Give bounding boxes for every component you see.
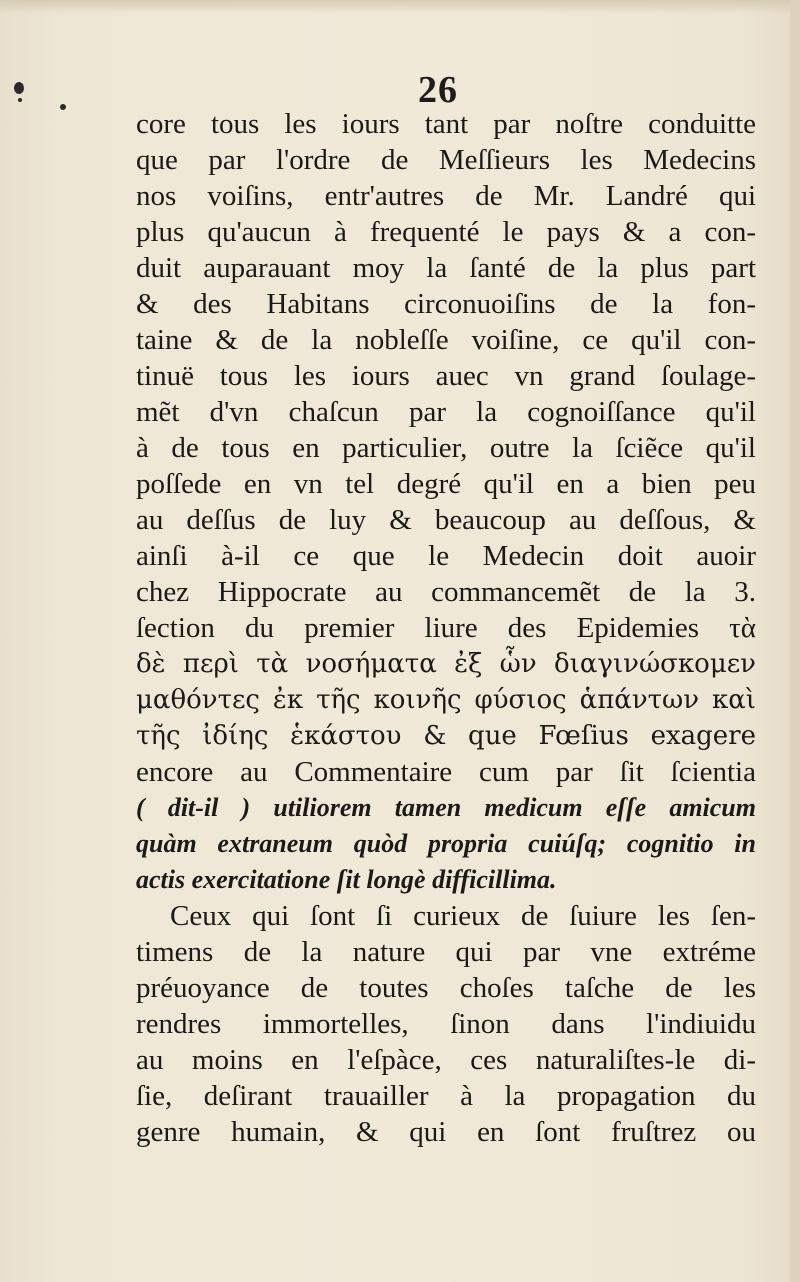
text-line: ſie, deſirant trauailler à la propagation du	[136, 1080, 756, 1112]
text-line: que par l'ordre de Meſſieurs les Medecins	[136, 144, 756, 176]
text-line: plus qu'aucun à frequenté le pays & a con-	[136, 216, 756, 248]
greek-text-line: δὲ περὶ τὰ νοσήματα ἐξ ὧν διαγινώσκομεν	[136, 649, 756, 679]
text-line: ſection du premier liure des Epidemies τὰ	[136, 612, 756, 644]
text-line: poſſede en vn tel degré qu'il en a bien peu	[136, 468, 756, 500]
text-line: au deſſus de luy & beaucoup au deſſous, &	[136, 504, 756, 536]
page-top-shadow	[0, 0, 800, 14]
text-line: & des Habitans circonuoiſins de la fon-	[136, 288, 756, 320]
latin-text-line: actis exercitatione ſit longè difficillima.	[136, 865, 557, 894]
text-line: timens de la nature qui par vne extréme	[136, 936, 756, 968]
text-line: ainſi à-il ce que le Medecin doit auoir	[136, 540, 756, 572]
text-line: nos voiſins, entr'autres de Mr. Landré qui	[136, 180, 756, 212]
page-right-edge	[790, 0, 800, 1282]
text-line: mẽt d'vn chaſcun par la cognoiſſance qu'il	[136, 396, 756, 428]
greek-text-line: μαθόντες ἐκ τῆς κοινῆς φύσιος ἁπάντων καὶ	[136, 685, 756, 715]
text-line: rendres immortelles, ſinon dans l'indiuidu	[136, 1008, 756, 1040]
ink-speck	[60, 104, 66, 110]
paragraph-first-line: Ceux qui ſont ſi curieux de ſuiure les ſen-	[170, 900, 756, 932]
text-line: à de tous en particulier, outre la ſciẽce qu'il	[136, 432, 756, 464]
text-line: duit auparauant moy la ſanté de la plus part	[136, 252, 756, 284]
text-line: préuoyance de toutes choſes taſche de les	[136, 972, 756, 1004]
ink-speck	[14, 82, 24, 94]
text-line: tinuë tous les iours auec vn grand ſoulage-	[136, 360, 756, 392]
text-line: genre humain, & qui en ſont fruſtrez ou	[136, 1116, 756, 1148]
page-number: 26	[418, 69, 458, 111]
text-line: taine & de la nobleſſe voiſine, ce qu'il con-	[136, 324, 756, 356]
text-line: au moins en l'eſpàce, ces naturaliſtes-le di-	[136, 1044, 756, 1076]
text-line: core tous les iours tant par noſtre conduitte	[136, 108, 756, 140]
ink-speck	[18, 98, 22, 102]
latin-text-line: quàm extraneum quòd propria cuiúſq; cognitio in	[136, 829, 756, 858]
latin-text-line: ( dit-il ) utiliorem tamen medicum eſſe amicum	[136, 793, 756, 822]
text-line: chez Hippocrate au commancemẽt de la 3.	[136, 576, 756, 608]
text-line: encore au Commentaire cum par ſit ſcientia	[136, 756, 756, 788]
greek-text-line: τῆς ἰδίης ἑκάστου & que Fœſius exagere	[136, 721, 756, 751]
